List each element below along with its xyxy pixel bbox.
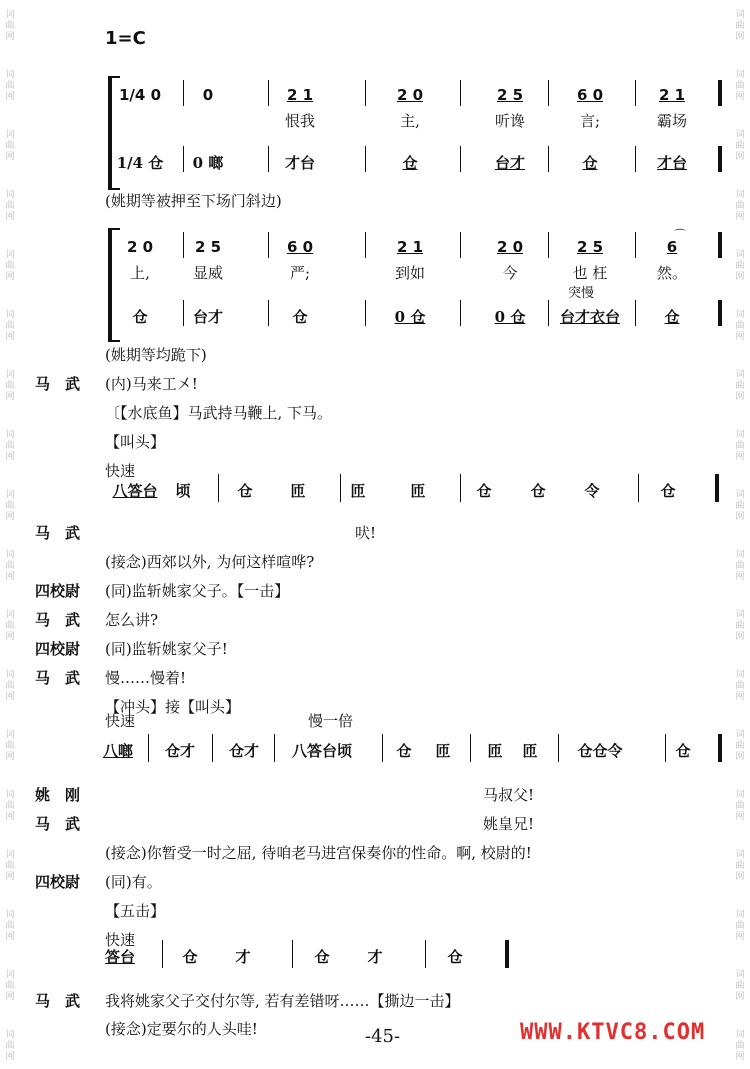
- watermark-text: [3, 850, 17, 883]
- watermark-char: 曲: [735, 741, 745, 751]
- tempo-mark: 突慢: [568, 286, 595, 301]
- watermark-text: [733, 910, 747, 943]
- watermark-char: 词: [735, 10, 745, 20]
- watermark-text: [733, 610, 747, 643]
- watermark-text: [3, 370, 17, 403]
- watermark-char: 词: [5, 310, 15, 320]
- stage-direction: (姚期等被押至下场门斜边): [105, 192, 282, 210]
- barline: [548, 146, 549, 172]
- watermark-char: 词: [5, 970, 15, 980]
- watermark-char: 词: [5, 130, 15, 140]
- note-group: 1/4 0: [118, 86, 162, 104]
- barline: [548, 80, 549, 106]
- watermark-char: 网: [735, 932, 745, 942]
- barline: [718, 300, 722, 326]
- watermark-char: 词: [5, 550, 15, 560]
- barline: [425, 940, 426, 968]
- percussion-syllable: 匝: [290, 482, 306, 500]
- site-watermark: WWW.KTVC8.COM: [520, 1020, 706, 1045]
- barline: [365, 232, 366, 258]
- percussion-syllable: 令: [584, 482, 600, 500]
- watermark-char: 词: [5, 370, 15, 380]
- dialogue-line: (接念)定要尔的人头哇!: [105, 1020, 258, 1038]
- barline: [218, 474, 219, 502]
- watermark-char: 曲: [5, 861, 15, 871]
- watermark-char: 网: [5, 692, 15, 702]
- dialogue-line: (姚期等均跪下): [105, 346, 207, 364]
- lyric: 主,: [400, 112, 420, 130]
- watermark-char: 词: [5, 730, 15, 740]
- watermark-char: 词: [735, 1030, 745, 1040]
- watermark-text: [733, 490, 747, 523]
- watermark-char: 网: [5, 992, 15, 1002]
- percussion-syllable: 才: [367, 948, 383, 966]
- watermark-text: [733, 310, 747, 343]
- percussion-syllable: 才: [235, 948, 251, 966]
- watermark-char: 词: [5, 10, 15, 20]
- watermark-char: 词: [735, 910, 745, 920]
- watermark-text: [3, 310, 17, 343]
- barline: [558, 734, 559, 762]
- barline: [505, 940, 509, 968]
- watermark-char: 曲: [735, 921, 745, 931]
- barline: [715, 474, 719, 502]
- watermark-char: 网: [5, 92, 15, 102]
- dialogue-line: (同)有。: [105, 873, 162, 891]
- tempo-label: 慢一倍: [308, 712, 354, 730]
- percussion-syllable: 仓仓令: [577, 742, 623, 760]
- watermark-char: 曲: [5, 141, 15, 151]
- watermark-text: [3, 70, 17, 103]
- watermark-text: [3, 430, 17, 463]
- percussion-syllable: 顷: [175, 482, 191, 500]
- watermark-char: 曲: [5, 501, 15, 511]
- watermark-char: 词: [735, 130, 745, 140]
- dialogue-line: 我将姚家父子交付尔等, 若有差错呀……【撕边一击】: [105, 992, 460, 1010]
- watermark-char: 网: [735, 692, 745, 702]
- watermark-char: 网: [735, 1052, 745, 1062]
- watermark-char: 网: [735, 452, 745, 462]
- barline: [268, 80, 269, 106]
- speaker-name: 马 武: [35, 375, 81, 393]
- percussion-syllable: 八啷: [102, 742, 134, 760]
- barline: [148, 734, 149, 762]
- percussion-syllable: 匝: [522, 742, 538, 760]
- watermark-char: 词: [5, 190, 15, 200]
- barline: [183, 300, 184, 326]
- watermark-char: 曲: [735, 501, 745, 511]
- barline: [718, 232, 722, 258]
- watermark-char: 曲: [5, 441, 15, 451]
- note-group: 2 1: [286, 86, 314, 104]
- watermark-char: 网: [5, 812, 15, 822]
- dialogue-line: 马叔父!: [483, 786, 535, 804]
- watermark-char: 曲: [5, 321, 15, 331]
- barline: [268, 146, 269, 172]
- watermark-char: 网: [5, 272, 15, 282]
- lyric: 然。: [656, 264, 688, 282]
- watermark-char: 网: [735, 752, 745, 762]
- watermark-char: 词: [735, 790, 745, 800]
- watermark-char: 曲: [735, 441, 745, 451]
- note-group: 6 0: [286, 238, 314, 256]
- percussion-syllable: 仓: [664, 308, 680, 326]
- note-group: 6 0: [576, 86, 604, 104]
- watermark-char: 曲: [5, 261, 15, 271]
- percussion-syllable: 仓: [447, 948, 463, 966]
- watermark-text: [3, 730, 17, 763]
- barline: [365, 80, 366, 106]
- tempo-label: 快速: [105, 712, 136, 730]
- percussion-syllable: 匝: [350, 482, 366, 500]
- lyric: 恨我: [284, 112, 316, 130]
- watermark-text: [733, 790, 747, 823]
- watermark-text: [3, 190, 17, 223]
- note-group: 6: [666, 238, 678, 256]
- barline: [183, 146, 184, 172]
- watermark-text: [733, 550, 747, 583]
- speaker-name: 四校尉: [35, 640, 81, 658]
- percussion-syllable: 才台: [656, 154, 688, 172]
- percussion-syllable: 台才: [192, 308, 224, 326]
- barline: [460, 300, 461, 326]
- barline: [718, 734, 722, 762]
- percussion-syllable: 仓: [182, 948, 198, 966]
- watermark-char: 曲: [5, 21, 15, 31]
- barline: [548, 232, 549, 258]
- barline: [638, 474, 639, 502]
- watermark-char: 词: [5, 910, 15, 920]
- watermark-char: 曲: [735, 381, 745, 391]
- watermark-text: [733, 250, 747, 283]
- watermark-char: 网: [735, 32, 745, 42]
- watermark-char: 曲: [735, 621, 745, 631]
- watermark-text: [733, 70, 747, 103]
- watermark-char: 网: [735, 92, 745, 102]
- percussion-syllable: 才台: [284, 154, 316, 172]
- barline: [460, 146, 461, 172]
- dialogue-line: 快速: [105, 931, 136, 949]
- note-group: 2 1: [396, 238, 424, 256]
- watermark-text: [3, 970, 17, 1003]
- watermark-char: 词: [735, 430, 745, 440]
- percussion-syllable: 八答台: [112, 482, 158, 500]
- watermark-char: 词: [5, 850, 15, 860]
- percussion-syllable: 仓: [675, 742, 691, 760]
- watermark-text: [733, 190, 747, 223]
- dialogue-line: (接念)你暂受一时之屈, 待咱老马进宫保奏你的性命。啊, 校尉的!: [105, 844, 532, 862]
- barline: [718, 146, 722, 172]
- percussion-syllable: 八答台顷: [291, 742, 353, 760]
- watermark-char: 网: [735, 272, 745, 282]
- watermark-text: [3, 490, 17, 523]
- watermark-char: 曲: [5, 681, 15, 691]
- dialogue-line: 【叫头】: [105, 433, 166, 451]
- watermark-char: 网: [5, 1052, 15, 1062]
- percussion-syllable: 仓: [132, 308, 148, 326]
- note-group: 0: [202, 86, 214, 104]
- watermark-char: 曲: [735, 801, 745, 811]
- speaker-name: 马 武: [35, 524, 81, 542]
- note-group: 2 0: [496, 238, 524, 256]
- percussion-syllable: 仓才: [164, 742, 196, 760]
- percussion-syllable: 匝: [435, 742, 451, 760]
- watermark-text: [733, 850, 747, 883]
- barline: [635, 146, 636, 172]
- dialogue-line: (内)马来工㐅!: [105, 375, 198, 393]
- watermark-char: 词: [735, 670, 745, 680]
- barline: [635, 300, 636, 326]
- percussion-syllable: 仓: [476, 482, 492, 500]
- watermark-text: [733, 10, 747, 43]
- watermark-text: [733, 430, 747, 463]
- percussion-syllable: 仓: [396, 742, 412, 760]
- watermark-char: 词: [5, 70, 15, 80]
- speaker-name: 四校尉: [35, 582, 81, 600]
- percussion-syllable: 0 仓: [394, 308, 426, 326]
- lyric: 到如: [394, 264, 426, 282]
- percussion-syllable: 匝: [487, 742, 503, 760]
- watermark-char: 曲: [5, 81, 15, 91]
- watermark-char: 词: [5, 1030, 15, 1040]
- watermark-char: 词: [735, 70, 745, 80]
- watermark-text: [3, 550, 17, 583]
- watermark-char: 网: [735, 872, 745, 882]
- watermark-char: 网: [735, 992, 745, 1002]
- watermark-char: 网: [735, 572, 745, 582]
- watermark-char: 网: [735, 332, 745, 342]
- dialogue-line: 姚皇兄!: [483, 815, 535, 833]
- speaker-name: 马 武: [35, 669, 81, 687]
- watermark-char: 曲: [5, 201, 15, 211]
- watermark-char: 曲: [5, 621, 15, 631]
- watermark-char: 网: [735, 212, 745, 222]
- watermark-char: 词: [735, 490, 745, 500]
- lyric: 听谗: [494, 112, 526, 130]
- page-number: -45-: [365, 1026, 401, 1047]
- watermark-char: 词: [5, 610, 15, 620]
- percussion-syllable: 仓才: [228, 742, 260, 760]
- watermark-text: [733, 730, 747, 763]
- watermark-char: 网: [735, 392, 745, 402]
- watermark-char: 网: [5, 392, 15, 402]
- watermark-char: 曲: [735, 561, 745, 571]
- dialogue-line: (同)监斩姚家父子。【一击】: [105, 582, 290, 600]
- lyric: 显威: [192, 264, 224, 282]
- lyric: 严;: [289, 264, 311, 282]
- watermark-text: [3, 610, 17, 643]
- watermark-char: 曲: [735, 321, 745, 331]
- watermark-char: 词: [5, 490, 15, 500]
- watermark-char: 网: [5, 212, 15, 222]
- watermark-char: 曲: [735, 201, 745, 211]
- watermark-char: 网: [5, 572, 15, 582]
- percussion-syllable: 台才: [494, 154, 526, 172]
- watermark-char: 词: [735, 190, 745, 200]
- barline: [268, 232, 269, 258]
- watermark-char: 曲: [5, 981, 15, 991]
- barline: [183, 232, 184, 258]
- watermark-text: [733, 130, 747, 163]
- watermark-char: 网: [5, 332, 15, 342]
- dialogue-line: 吠!: [355, 524, 377, 542]
- watermark-char: 曲: [5, 921, 15, 931]
- barline: [635, 232, 636, 258]
- watermark-char: 曲: [735, 1041, 745, 1051]
- barline: [365, 146, 366, 172]
- watermark-text: [3, 10, 17, 43]
- barline: [162, 940, 163, 968]
- percussion-syllable: 仓: [402, 154, 418, 172]
- barline: [365, 300, 366, 326]
- lyric: 言;: [579, 112, 601, 130]
- watermark-char: 词: [735, 610, 745, 620]
- percussion-syllable: 仓: [314, 948, 330, 966]
- watermark-text: [733, 370, 747, 403]
- barline: [460, 474, 461, 502]
- barline: [470, 734, 471, 762]
- key-signature: 1=C: [105, 28, 146, 49]
- system-bracket: [108, 228, 120, 342]
- watermark-char: 曲: [5, 561, 15, 571]
- speaker-name: 四校尉: [35, 873, 81, 891]
- speaker-name: 马 武: [35, 992, 81, 1010]
- watermark-char: 词: [5, 250, 15, 260]
- percussion-syllable: 仓: [292, 308, 308, 326]
- barline: [548, 300, 549, 326]
- dialogue-line: (接念)西郊以外, 为何这样喧哗?: [105, 553, 315, 571]
- watermark-text: [3, 790, 17, 823]
- speaker-name: 马 武: [35, 611, 81, 629]
- barline: [382, 734, 383, 762]
- barline: [718, 80, 722, 106]
- watermark-char: 网: [5, 452, 15, 462]
- watermark-char: 词: [735, 370, 745, 380]
- watermark-char: 网: [5, 752, 15, 762]
- percussion-syllable: 答台: [104, 948, 136, 966]
- watermark-char: 曲: [735, 261, 745, 271]
- barline: [292, 940, 293, 968]
- percussion-syllable: 1/4 仓: [116, 154, 164, 172]
- watermark-char: 词: [735, 850, 745, 860]
- percussion-syllable: 仓: [582, 154, 598, 172]
- percussion-syllable: 仓: [530, 482, 546, 500]
- percussion-syllable: 0 仓: [494, 308, 526, 326]
- watermark-char: 词: [735, 730, 745, 740]
- watermark-char: 网: [5, 872, 15, 882]
- watermark-char: 网: [5, 632, 15, 642]
- watermark-char: 曲: [735, 21, 745, 31]
- speaker-name: 姚 刚: [35, 786, 81, 804]
- barline: [183, 80, 184, 106]
- watermark-char: 曲: [735, 141, 745, 151]
- lyric: 霸场: [656, 112, 688, 130]
- percussion-syllable: 仓: [660, 482, 676, 500]
- watermark-text: [3, 130, 17, 163]
- watermark-char: 网: [5, 32, 15, 42]
- watermark-char: 词: [735, 550, 745, 560]
- note-group: 2 5: [576, 238, 604, 256]
- watermark-char: 词: [735, 250, 745, 260]
- watermark-char: 曲: [5, 741, 15, 751]
- barline: [340, 474, 341, 502]
- barline: [665, 734, 666, 762]
- watermark-char: 词: [735, 970, 745, 980]
- dialogue-line: (同)监斩姚家父子!: [105, 640, 228, 658]
- fermata-icon: ⌒: [673, 228, 687, 242]
- note-group: 2 0: [396, 86, 424, 104]
- watermark-char: 网: [735, 152, 745, 162]
- watermark-char: 词: [5, 430, 15, 440]
- watermark-char: 网: [5, 932, 15, 942]
- note-group: 2 5: [496, 86, 524, 104]
- dialogue-line: 【冲头】接【叫头】: [105, 698, 241, 716]
- speaker-name: 马 武: [35, 815, 81, 833]
- watermark-char: 网: [735, 812, 745, 822]
- dialogue-line: 快速: [105, 462, 136, 480]
- watermark-text: [733, 670, 747, 703]
- watermark-text: [733, 970, 747, 1003]
- note-group: 2 0: [126, 238, 154, 256]
- watermark-char: 网: [5, 512, 15, 522]
- watermark-text: [3, 670, 17, 703]
- watermark-char: 曲: [735, 681, 745, 691]
- watermark-char: 曲: [5, 801, 15, 811]
- lyric: 今: [502, 264, 518, 282]
- barline: [274, 734, 275, 762]
- watermark-char: 网: [735, 512, 745, 522]
- percussion-syllable: 0 啷: [192, 154, 224, 172]
- note-group: 2 1: [658, 86, 686, 104]
- dialogue-line: 怎么讲?: [105, 611, 159, 629]
- watermark-char: 网: [5, 152, 15, 162]
- watermark-char: 词: [5, 790, 15, 800]
- watermark-char: 曲: [5, 1041, 15, 1051]
- watermark-text: [3, 250, 17, 283]
- barline: [268, 300, 269, 326]
- watermark-char: 曲: [735, 981, 745, 991]
- dialogue-line: 【五击】: [105, 902, 166, 920]
- note-group: 2 5: [194, 238, 222, 256]
- lyric: 也 枉: [572, 264, 608, 282]
- percussion-syllable: 台才衣台: [559, 308, 621, 326]
- percussion-syllable: 仓: [237, 482, 253, 500]
- lyric: 上,: [130, 264, 150, 282]
- dialogue-line: 〔【水底鱼】马武持马鞭上, 下马。: [105, 404, 333, 422]
- watermark-char: 曲: [5, 381, 15, 391]
- barline: [460, 232, 461, 258]
- percussion-syllable: 匝: [410, 482, 426, 500]
- dialogue-line: 慢……慢着!: [105, 669, 187, 687]
- watermark-text: [3, 910, 17, 943]
- watermark-char: 词: [5, 670, 15, 680]
- watermark-char: 曲: [735, 81, 745, 91]
- watermark-char: 曲: [735, 861, 745, 871]
- barline: [460, 80, 461, 106]
- watermark-char: 词: [735, 310, 745, 320]
- watermark-char: 网: [735, 632, 745, 642]
- watermark-text: [733, 1030, 747, 1063]
- barline: [635, 80, 636, 106]
- barline: [212, 734, 213, 762]
- watermark-text: [3, 1030, 17, 1063]
